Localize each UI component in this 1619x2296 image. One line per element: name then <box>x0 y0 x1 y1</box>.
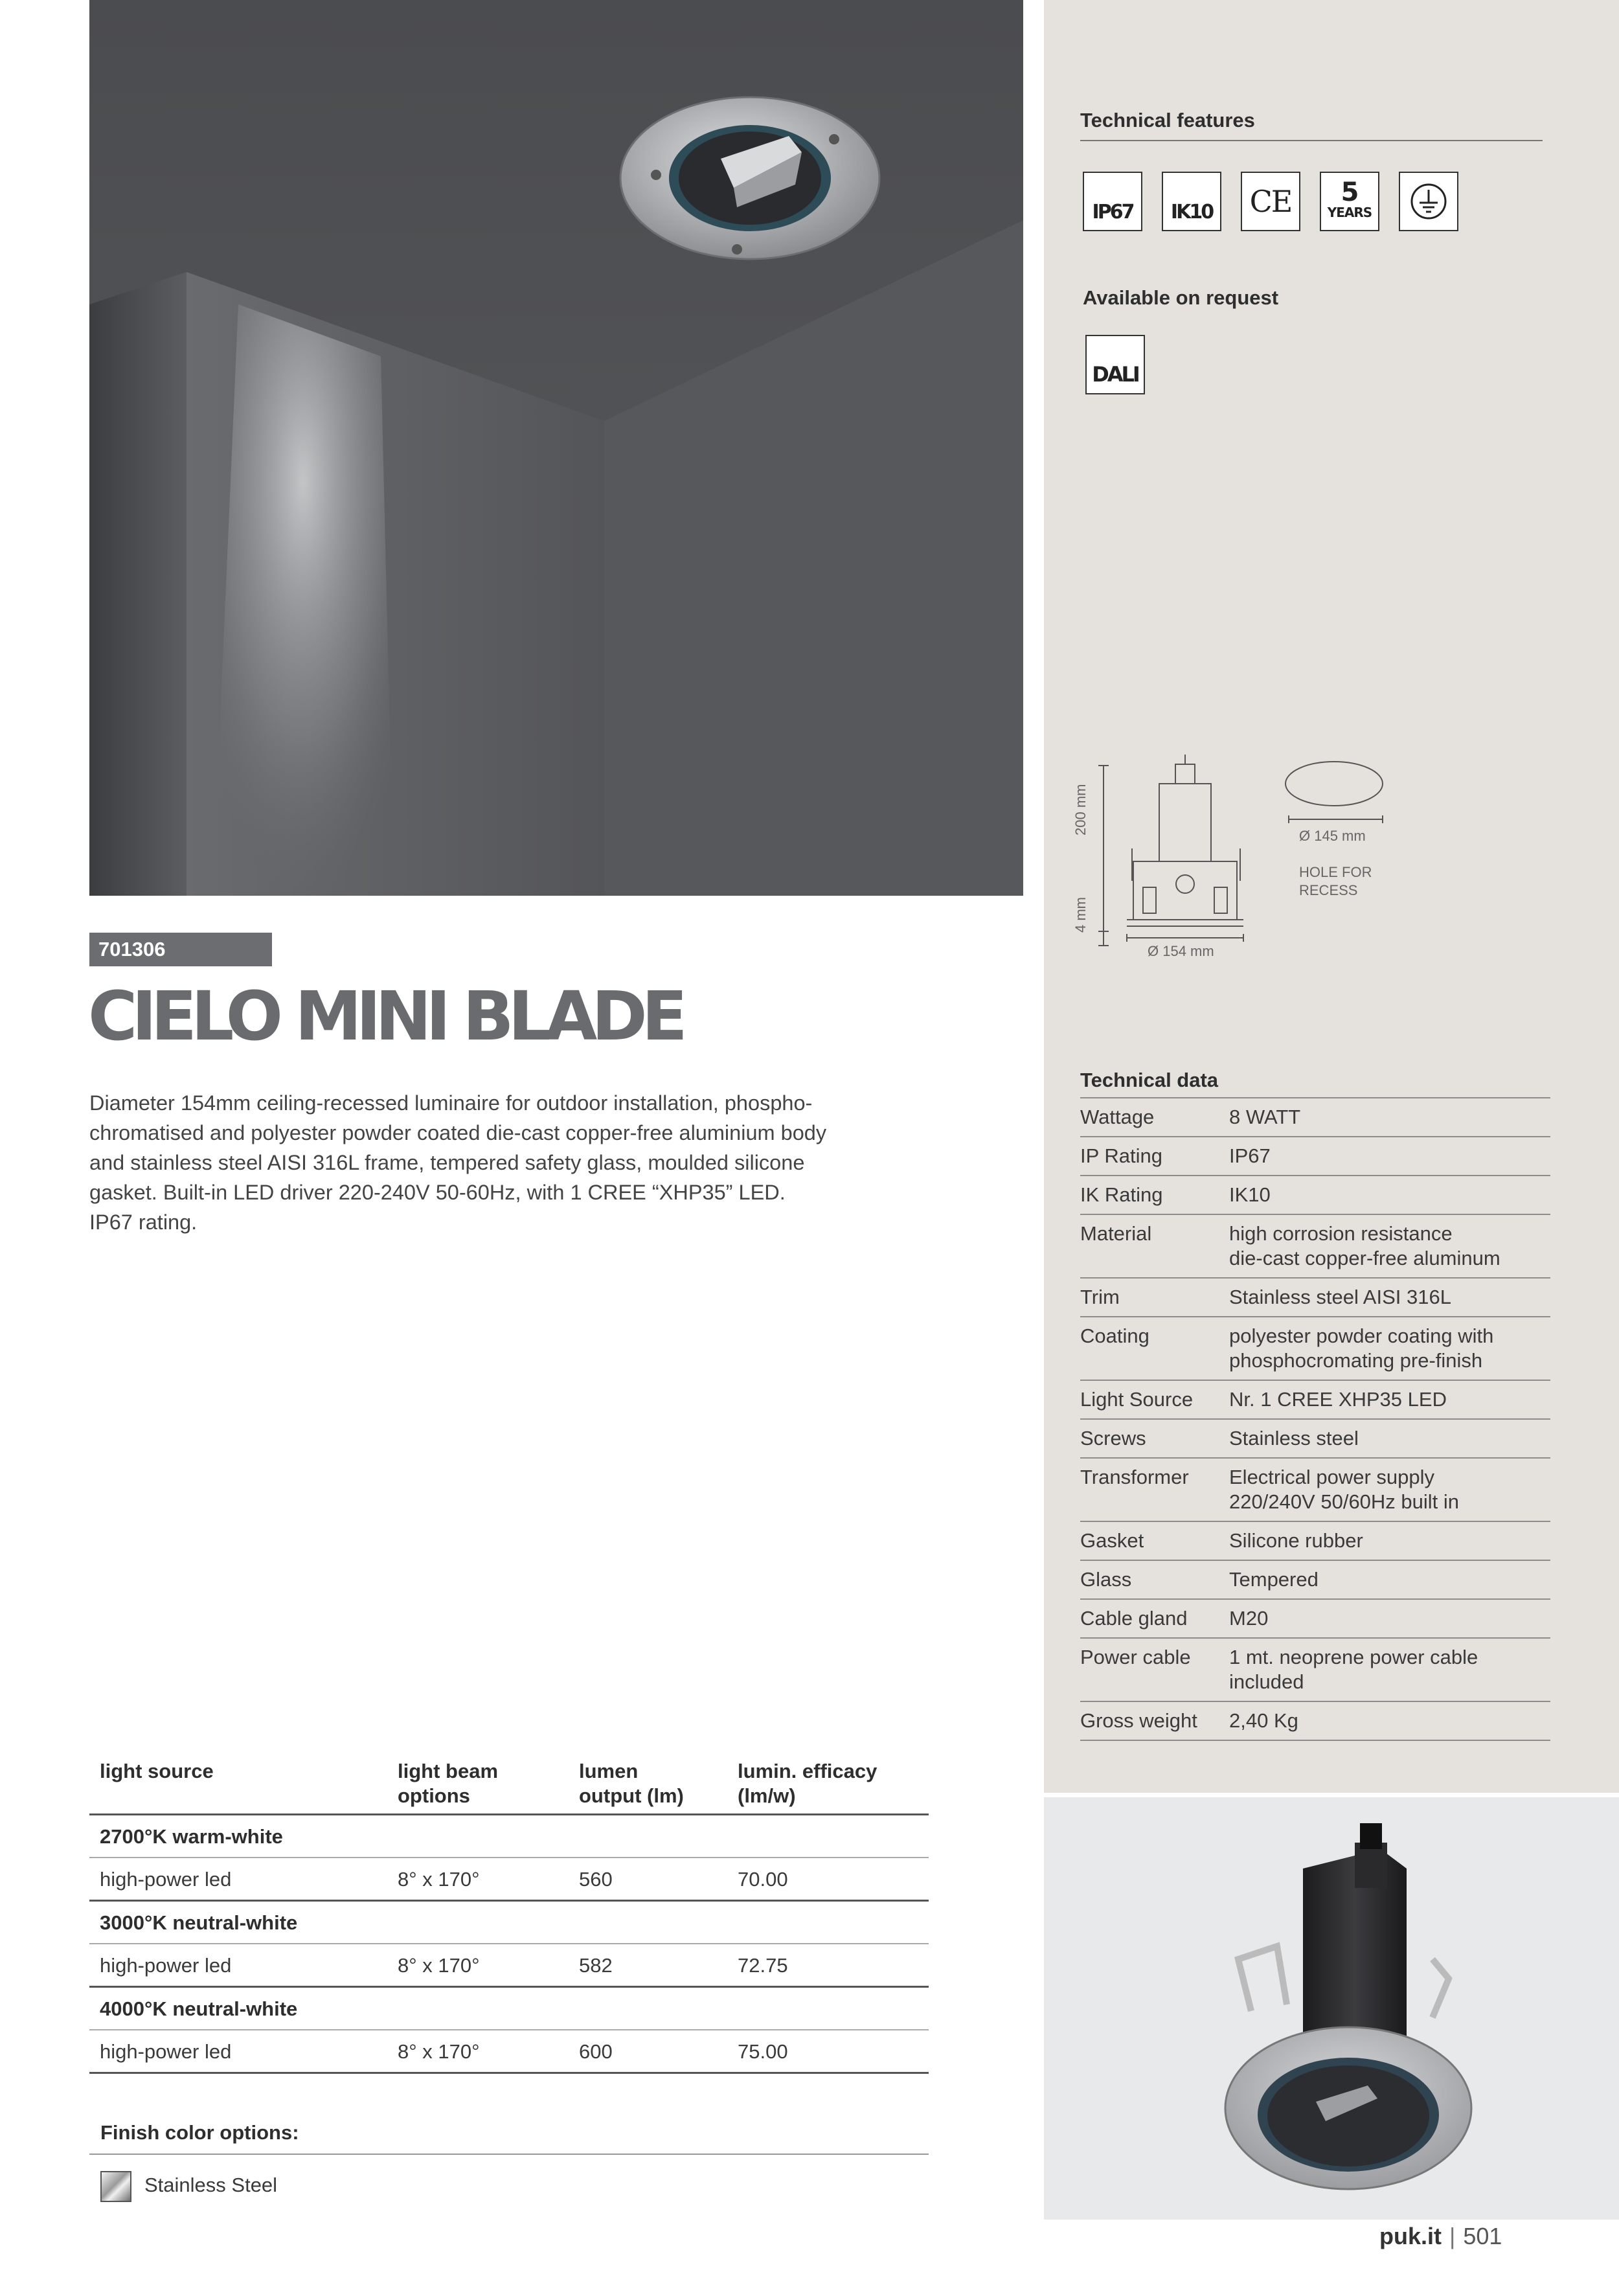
technical-data-row <box>1080 1137 1550 1176</box>
technical-data-value: 2,40 Kg <box>1229 1709 1298 1732</box>
technical-data-row <box>1080 1215 1550 1279</box>
finish-swatch-stainless-steel <box>100 2171 131 2202</box>
technical-data-value: IP67 <box>1229 1144 1271 1167</box>
earth-ground-icon <box>1399 172 1458 231</box>
dimension-depth: 4 mm <box>1072 897 1089 933</box>
technical-data-key: Power cable <box>1080 1646 1191 1668</box>
page-number: 501 <box>1463 2223 1502 2249</box>
technical-data-row <box>1080 1317 1550 1381</box>
technical-data-key: Gross weight <box>1080 1709 1197 1732</box>
technical-data-key: Glass <box>1080 1568 1132 1591</box>
description-line: Diameter 154mm ceiling-recessed luminaire for outdoor installation, phospho- <box>89 1091 813 1115</box>
technical-data-value: 1 mt. neoprene power cable included <box>1229 1646 1478 1693</box>
technical-data-value: Nr. 1 CREE XHP35 LED <box>1229 1388 1447 1411</box>
cell-beam: 8° x 170° <box>387 1858 569 1901</box>
table-group-row <box>89 1815 929 1858</box>
table-header-row <box>89 1755 929 1815</box>
technical-data-key: Transformer <box>1080 1466 1189 1488</box>
technical-data-title: Technical data <box>1080 1069 1550 1098</box>
description-line: chromatised and polyester powder coated die-cast copper-free aluminium body <box>89 1121 827 1144</box>
technical-data-value: high corrosion resistance die-cast copper-free aluminum <box>1229 1222 1500 1269</box>
technical-data-key: Material <box>1080 1222 1152 1245</box>
cert-ip67: IP67 <box>1083 172 1142 231</box>
technical-data-value: Stainless steel <box>1229 1427 1359 1449</box>
technical-data-row <box>1080 1098 1550 1137</box>
technical-data-row <box>1080 1279 1550 1317</box>
technical-data-row <box>1080 1561 1550 1600</box>
cert-5-years: 5 YEARS <box>1320 172 1379 231</box>
header-light-beam-options: light beam options <box>398 1760 499 1807</box>
header-light-source: light source <box>100 1760 214 1782</box>
cell-light-source: high-power led <box>89 1858 387 1901</box>
technical-features-title: Technical features <box>1080 109 1255 131</box>
technical-data-key: IK Rating <box>1080 1183 1163 1206</box>
hole-label-line2: RECESS <box>1299 882 1358 898</box>
cell-efficacy: 70.00 <box>727 1858 929 1901</box>
footer-separator: | <box>1449 2223 1456 2249</box>
cert-ce: CE <box>1241 172 1300 231</box>
dimension-diameter: Ø 154 mm <box>1148 943 1214 959</box>
cell-efficacy: 72.75 <box>727 1944 929 1987</box>
description-line: IP67 rating. <box>89 1211 198 1234</box>
table-row <box>89 2030 929 2073</box>
cell-light-source: high-power led <box>89 2030 387 2073</box>
description-line: gasket. Built-in LED driver 220-240V 50-60Hz, with 1 CREE “XHP35” LED. <box>89 1181 786 1204</box>
technical-data-value: Silicone rubber <box>1229 1529 1363 1552</box>
cell-lumen: 560 <box>569 1858 727 1901</box>
technical-data-key: IP Rating <box>1080 1144 1162 1167</box>
dimension-drawing <box>1075 751 1399 965</box>
technical-data-value: Stainless steel AISI 316L <box>1229 1286 1451 1308</box>
light-source-table <box>89 1755 929 2074</box>
technical-data-key: Screws <box>1080 1427 1146 1449</box>
page-footer <box>1379 2223 1502 2250</box>
product-title: CIELO MINI BLADE <box>88 977 682 1056</box>
technical-data-key: Light Source <box>1080 1388 1194 1411</box>
group-title: 3000°K neutral-white <box>89 1901 929 1944</box>
technical-data-table <box>1080 1069 1550 1741</box>
finish-label-stainless-steel: Stainless Steel <box>144 2174 278 2196</box>
header-luminous-efficacy: lumin. efficacy (lm/w) <box>738 1760 877 1807</box>
cell-beam: 8° x 170° <box>387 1944 569 1987</box>
table-row <box>89 1858 929 1901</box>
technical-data-row <box>1080 1600 1550 1639</box>
cell-beam: 8° x 170° <box>387 2030 569 2073</box>
hero-photo <box>89 0 1023 896</box>
table-row <box>89 1944 929 1987</box>
finish-options-title: Finish color options: <box>100 2121 299 2144</box>
group-title: 2700°K warm-white <box>89 1815 929 1858</box>
product-photo <box>1044 1797 1619 2220</box>
technical-data-value: Electrical power supply 220/240V 50/60Hz built in <box>1229 1466 1460 1513</box>
finish-options-rule <box>89 2154 929 2155</box>
technical-data-row <box>1080 1639 1550 1702</box>
cert-ik10: IK10 <box>1162 172 1221 231</box>
site-name: puk.it <box>1379 2223 1442 2249</box>
technical-data-key: Coating <box>1080 1324 1149 1347</box>
technical-data-row <box>1080 1459 1550 1522</box>
cell-light-source: high-power led <box>89 1944 387 1987</box>
product-photo-illustration <box>1044 1797 1619 2220</box>
header-lumen-output: lumen output (lm) <box>579 1760 684 1807</box>
technical-data-row <box>1080 1702 1550 1741</box>
technical-data-key: Trim <box>1080 1286 1120 1308</box>
table-group-row <box>89 1987 929 2030</box>
badge-dali: DALI <box>1085 335 1145 394</box>
technical-data-row <box>1080 1420 1550 1459</box>
hero-photo-illustration <box>89 0 1023 896</box>
cell-lumen: 600 <box>569 2030 727 2073</box>
product-description <box>89 1088 931 1237</box>
available-on-request-title: Available on request <box>1083 286 1279 309</box>
technical-data-row <box>1080 1522 1550 1561</box>
group-title: 4000°K neutral-white <box>89 1987 929 2030</box>
dimension-height: 200 mm <box>1072 784 1089 835</box>
dimension-hole-diameter: Ø 145 mm <box>1299 828 1366 844</box>
technical-data-key: Gasket <box>1080 1529 1144 1552</box>
cell-lumen: 582 <box>569 1944 727 1987</box>
technical-data-value: M20 <box>1229 1607 1269 1630</box>
technical-data-value: Tempered <box>1229 1568 1319 1591</box>
hole-label-line1: HOLE FOR <box>1299 864 1372 880</box>
table-group-row <box>89 1901 929 1944</box>
technical-data-key: Cable gland <box>1080 1607 1188 1630</box>
technical-data-value: IK10 <box>1229 1183 1271 1206</box>
technical-features-rule <box>1080 140 1543 141</box>
technical-data-row <box>1080 1176 1550 1215</box>
cell-efficacy: 75.00 <box>727 2030 929 2073</box>
technical-data-row <box>1080 1381 1550 1420</box>
technical-data-value: polyester powder coating with phosphocromating pre-finish <box>1229 1324 1494 1372</box>
description-line: and stainless steel AISI 316L frame, tempered safety glass, moulded silicone <box>89 1151 805 1174</box>
technical-data-value: 8 WATT <box>1229 1106 1301 1128</box>
technical-data-key: Wattage <box>1080 1106 1155 1128</box>
product-code: 701306 <box>89 933 272 966</box>
